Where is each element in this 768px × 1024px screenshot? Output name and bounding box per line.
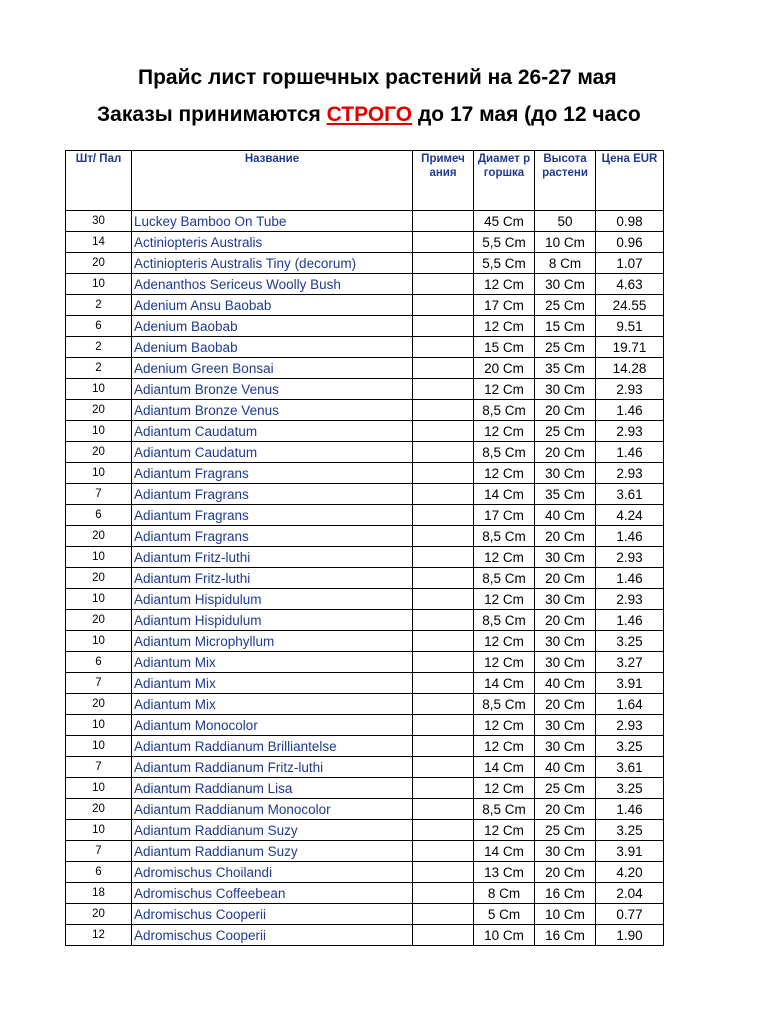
cell-plant-height: 30 Cm	[535, 715, 596, 736]
cell-price: 3.91	[596, 673, 664, 694]
cell-price: 2.93	[596, 463, 664, 484]
cell-pot-diameter: 13 Cm	[474, 862, 535, 883]
cell-price: 2.93	[596, 379, 664, 400]
cell-name: Adiantum Fragrans	[132, 505, 413, 526]
cell-name: Adenanthos Sericeus Woolly Bush	[132, 274, 413, 295]
cell-plant-height: 25 Cm	[535, 337, 596, 358]
cell-price: 3.25	[596, 736, 664, 757]
cell-note	[413, 211, 474, 232]
cell-name: Adromischus Cooperii	[132, 904, 413, 925]
cell-price: 2.93	[596, 547, 664, 568]
cell-name: Adromischus Coffeebean	[132, 883, 413, 904]
table-row	[66, 547, 664, 568]
column-header-qty: Шт/ Пал	[66, 151, 132, 211]
cell-pot-diameter: 5 Cm	[474, 904, 535, 925]
table-row	[66, 883, 664, 904]
cell-price: 0.96	[596, 232, 664, 253]
cell-plant-height: 30 Cm	[535, 841, 596, 862]
cell-name: Adiantum Fritz-luthi	[132, 568, 413, 589]
cell-price: 1.46	[596, 610, 664, 631]
deadline-suffix: до 17 мая (до 12 часо	[412, 103, 641, 126]
cell-plant-height: 10 Cm	[535, 232, 596, 253]
table-header-row	[66, 151, 664, 211]
cell-note	[413, 442, 474, 463]
cell-price: 1.64	[596, 694, 664, 715]
cell-note	[413, 610, 474, 631]
cell-name: Adiantum Raddianum Monocolor	[132, 799, 413, 820]
cell-name: Adiantum Fragrans	[132, 484, 413, 505]
cell-pot-diameter: 12 Cm	[474, 736, 535, 757]
cell-note	[413, 547, 474, 568]
cell-pot-diameter: 20 Cm	[474, 358, 535, 379]
cell-note	[413, 736, 474, 757]
cell-plant-height: 10 Cm	[535, 904, 596, 925]
table-row	[66, 568, 664, 589]
cell-name: Adiantum Bronze Venus	[132, 379, 413, 400]
cell-name: Adiantum Hispidulum	[132, 589, 413, 610]
cell-price: 4.63	[596, 274, 664, 295]
cell-pot-diameter: 15 Cm	[474, 337, 535, 358]
table-row	[66, 736, 664, 757]
cell-name: Adiantum Caudatum	[132, 421, 413, 442]
cell-note	[413, 484, 474, 505]
cell-plant-height: 30 Cm	[535, 589, 596, 610]
cell-plant-height: 30 Cm	[535, 631, 596, 652]
cell-pot-diameter: 12 Cm	[474, 820, 535, 841]
cell-price: 19.71	[596, 337, 664, 358]
cell-name: Adiantum Mix	[132, 673, 413, 694]
cell-qty: 20	[66, 568, 132, 589]
cell-name: Adiantum Hispidulum	[132, 610, 413, 631]
table-row	[66, 694, 664, 715]
cell-name: Adiantum Mix	[132, 694, 413, 715]
cell-pot-diameter: 17 Cm	[474, 505, 535, 526]
table-row	[66, 421, 664, 442]
cell-plant-height: 20 Cm	[535, 799, 596, 820]
table-row	[66, 925, 664, 946]
page-title: Прайс лист горшечных растений на 26-27 мая	[138, 66, 617, 89]
table-row	[66, 589, 664, 610]
cell-qty: 20	[66, 253, 132, 274]
cell-plant-height: 50	[535, 211, 596, 232]
cell-price: 9.51	[596, 316, 664, 337]
cell-note	[413, 337, 474, 358]
cell-qty: 10	[66, 463, 132, 484]
cell-plant-height: 30 Cm	[535, 463, 596, 484]
table-row	[66, 757, 664, 778]
cell-note	[413, 232, 474, 253]
cell-pot-diameter: 10 Cm	[474, 925, 535, 946]
cell-price: 14.28	[596, 358, 664, 379]
cell-name: Luckey Bamboo On Tube	[132, 211, 413, 232]
table-row	[66, 379, 664, 400]
cell-pot-diameter: 12 Cm	[474, 547, 535, 568]
table-row	[66, 904, 664, 925]
cell-name: Adiantum Raddianum Suzy	[132, 841, 413, 862]
cell-qty: 6	[66, 505, 132, 526]
cell-pot-diameter: 12 Cm	[474, 778, 535, 799]
price-table	[65, 150, 664, 946]
cell-name: Adiantum Fragrans	[132, 463, 413, 484]
cell-note	[413, 253, 474, 274]
cell-name: Adiantum Mix	[132, 652, 413, 673]
cell-name: Adromischus Cooperii	[132, 925, 413, 946]
cell-name: Adenium Ansu Baobab	[132, 295, 413, 316]
cell-name: Actiniopteris Australis	[132, 232, 413, 253]
cell-price: 3.61	[596, 484, 664, 505]
cell-qty: 10	[66, 736, 132, 757]
cell-price: 3.91	[596, 841, 664, 862]
cell-qty: 2	[66, 337, 132, 358]
cell-qty: 20	[66, 610, 132, 631]
deadline-emphasis: СТРОГО	[326, 103, 413, 126]
deadline-prefix: Заказы принимаются	[97, 103, 327, 126]
column-header-pot-diameter: Диамет р горшка	[474, 151, 535, 211]
cell-pot-diameter: 14 Cm	[474, 757, 535, 778]
cell-name: Adiantum Raddianum Lisa	[132, 778, 413, 799]
table-row	[66, 715, 664, 736]
cell-pot-diameter: 12 Cm	[474, 715, 535, 736]
cell-qty: 6	[66, 652, 132, 673]
cell-plant-height: 20 Cm	[535, 694, 596, 715]
cell-pot-diameter: 12 Cm	[474, 379, 535, 400]
cell-plant-height: 30 Cm	[535, 652, 596, 673]
cell-plant-height: 30 Cm	[535, 274, 596, 295]
cell-plant-height: 30 Cm	[535, 379, 596, 400]
cell-pot-diameter: 8,5 Cm	[474, 610, 535, 631]
table-row	[66, 316, 664, 337]
cell-price: 3.27	[596, 652, 664, 673]
table-row	[66, 820, 664, 841]
cell-price: 0.77	[596, 904, 664, 925]
cell-plant-height: 30 Cm	[535, 736, 596, 757]
cell-plant-height: 40 Cm	[535, 505, 596, 526]
cell-note	[413, 421, 474, 442]
cell-pot-diameter: 12 Cm	[474, 631, 535, 652]
cell-qty: 10	[66, 421, 132, 442]
cell-note	[413, 694, 474, 715]
cell-qty: 7	[66, 484, 132, 505]
cell-pot-diameter: 8,5 Cm	[474, 568, 535, 589]
cell-qty: 20	[66, 526, 132, 547]
cell-price: 1.46	[596, 568, 664, 589]
table-row	[66, 862, 664, 883]
cell-pot-diameter: 5,5 Cm	[474, 253, 535, 274]
cell-name: Adiantum Raddianum Brilliantelse	[132, 736, 413, 757]
cell-price: 1.46	[596, 400, 664, 421]
cell-plant-height: 25 Cm	[535, 295, 596, 316]
cell-pot-diameter: 8,5 Cm	[474, 526, 535, 547]
cell-price: 3.25	[596, 820, 664, 841]
cell-note	[413, 358, 474, 379]
table-row	[66, 253, 664, 274]
cell-pot-diameter: 8,5 Cm	[474, 400, 535, 421]
cell-note	[413, 568, 474, 589]
cell-qty: 12	[66, 925, 132, 946]
cell-note	[413, 715, 474, 736]
cell-plant-height: 25 Cm	[535, 421, 596, 442]
table-row	[66, 274, 664, 295]
column-header-notes: Примеч ания	[413, 151, 474, 211]
cell-qty: 20	[66, 799, 132, 820]
table-row	[66, 232, 664, 253]
cell-qty: 20	[66, 694, 132, 715]
cell-name: Adiantum Fritz-luthi	[132, 547, 413, 568]
table-row	[66, 337, 664, 358]
table-row	[66, 631, 664, 652]
table-body	[66, 211, 664, 946]
table-row	[66, 295, 664, 316]
cell-name: Adiantum Raddianum Fritz-luthi	[132, 757, 413, 778]
cell-note	[413, 505, 474, 526]
cell-price: 1.07	[596, 253, 664, 274]
cell-pot-diameter: 8 Cm	[474, 883, 535, 904]
cell-pot-diameter: 5,5 Cm	[474, 232, 535, 253]
cell-qty: 20	[66, 442, 132, 463]
cell-qty: 14	[66, 232, 132, 253]
cell-plant-height: 30 Cm	[535, 547, 596, 568]
cell-name: Adiantum Raddianum Suzy	[132, 820, 413, 841]
cell-plant-height: 35 Cm	[535, 484, 596, 505]
cell-name: Adiantum Bronze Venus	[132, 400, 413, 421]
cell-qty: 20	[66, 904, 132, 925]
table-row	[66, 799, 664, 820]
cell-price: 2.93	[596, 715, 664, 736]
cell-plant-height: 20 Cm	[535, 526, 596, 547]
cell-price: 3.25	[596, 631, 664, 652]
cell-name: Adromischus Choilandi	[132, 862, 413, 883]
table-row	[66, 211, 664, 232]
cell-pot-diameter: 12 Cm	[474, 316, 535, 337]
cell-price: 2.93	[596, 421, 664, 442]
cell-note	[413, 841, 474, 862]
column-header-price: Цена EUR	[596, 151, 664, 211]
cell-qty: 6	[66, 862, 132, 883]
cell-name: Adiantum Fragrans	[132, 526, 413, 547]
cell-plant-height: 20 Cm	[535, 610, 596, 631]
cell-pot-diameter: 12 Cm	[474, 421, 535, 442]
cell-pot-diameter: 14 Cm	[474, 484, 535, 505]
cell-pot-diameter: 14 Cm	[474, 673, 535, 694]
column-header-plant-height: Высота растени	[535, 151, 596, 211]
cell-note	[413, 526, 474, 547]
cell-pot-diameter: 14 Cm	[474, 841, 535, 862]
table-row	[66, 778, 664, 799]
cell-plant-height: 20 Cm	[535, 862, 596, 883]
cell-pot-diameter: 12 Cm	[474, 463, 535, 484]
cell-price: 24.55	[596, 295, 664, 316]
cell-pot-diameter: 8,5 Cm	[474, 799, 535, 820]
cell-qty: 2	[66, 358, 132, 379]
cell-plant-height: 40 Cm	[535, 757, 596, 778]
cell-plant-height: 20 Cm	[535, 568, 596, 589]
cell-qty: 6	[66, 316, 132, 337]
cell-price: 3.61	[596, 757, 664, 778]
cell-note	[413, 589, 474, 610]
cell-plant-height: 25 Cm	[535, 820, 596, 841]
cell-note	[413, 652, 474, 673]
cell-plant-height: 25 Cm	[535, 778, 596, 799]
cell-name: Adiantum Monocolor	[132, 715, 413, 736]
cell-qty: 10	[66, 715, 132, 736]
cell-note	[413, 862, 474, 883]
cell-qty: 7	[66, 757, 132, 778]
cell-qty: 18	[66, 883, 132, 904]
cell-price: 2.93	[596, 589, 664, 610]
cell-plant-height: 15 Cm	[535, 316, 596, 337]
cell-pot-diameter: 8,5 Cm	[474, 694, 535, 715]
cell-qty: 10	[66, 778, 132, 799]
cell-price: 1.46	[596, 526, 664, 547]
cell-price: 4.24	[596, 505, 664, 526]
table-row	[66, 526, 664, 547]
cell-note	[413, 673, 474, 694]
cell-name: Adiantum Caudatum	[132, 442, 413, 463]
table-row	[66, 484, 664, 505]
cell-name: Actiniopteris Australis Tiny (decorum)	[132, 253, 413, 274]
cell-pot-diameter: 45 Cm	[474, 211, 535, 232]
cell-name: Adenium Baobab	[132, 337, 413, 358]
cell-pot-diameter: 12 Cm	[474, 652, 535, 673]
cell-plant-height: 16 Cm	[535, 925, 596, 946]
table-row	[66, 400, 664, 421]
cell-note	[413, 904, 474, 925]
cell-qty: 10	[66, 379, 132, 400]
table-row	[66, 463, 664, 484]
cell-plant-height: 8 Cm	[535, 253, 596, 274]
column-header-name: Название	[132, 151, 413, 211]
cell-note	[413, 400, 474, 421]
cell-note	[413, 883, 474, 904]
cell-note	[413, 820, 474, 841]
cell-price: 1.46	[596, 442, 664, 463]
table-row	[66, 442, 664, 463]
table-row	[66, 610, 664, 631]
cell-plant-height: 20 Cm	[535, 442, 596, 463]
cell-note	[413, 463, 474, 484]
cell-price: 0.98	[596, 211, 664, 232]
cell-plant-height: 35 Cm	[535, 358, 596, 379]
cell-price: 4.20	[596, 862, 664, 883]
cell-name: Adiantum Microphyllum	[132, 631, 413, 652]
cell-qty: 10	[66, 631, 132, 652]
table-row	[66, 652, 664, 673]
table-row	[66, 505, 664, 526]
cell-qty: 2	[66, 295, 132, 316]
cell-note	[413, 925, 474, 946]
cell-pot-diameter: 8,5 Cm	[474, 442, 535, 463]
cell-name: Adenium Baobab	[132, 316, 413, 337]
cell-plant-height: 20 Cm	[535, 400, 596, 421]
cell-pot-diameter: 17 Cm	[474, 295, 535, 316]
price-table-container	[65, 150, 664, 946]
cell-qty: 30	[66, 211, 132, 232]
cell-note	[413, 379, 474, 400]
cell-note	[413, 316, 474, 337]
table-row	[66, 358, 664, 379]
cell-qty: 10	[66, 820, 132, 841]
table-row	[66, 673, 664, 694]
cell-price: 2.04	[596, 883, 664, 904]
table-row	[66, 841, 664, 862]
cell-price: 3.25	[596, 778, 664, 799]
cell-price: 1.90	[596, 925, 664, 946]
cell-plant-height: 16 Cm	[535, 883, 596, 904]
cell-note	[413, 778, 474, 799]
cell-note	[413, 295, 474, 316]
cell-note	[413, 274, 474, 295]
cell-qty: 20	[66, 400, 132, 421]
order-deadline-notice	[97, 103, 641, 127]
cell-qty: 7	[66, 673, 132, 694]
cell-qty: 10	[66, 547, 132, 568]
cell-name: Adenium Green Bonsai	[132, 358, 413, 379]
cell-qty: 10	[66, 589, 132, 610]
cell-qty: 10	[66, 274, 132, 295]
cell-note	[413, 631, 474, 652]
cell-pot-diameter: 12 Cm	[474, 274, 535, 295]
cell-note	[413, 757, 474, 778]
cell-note	[413, 799, 474, 820]
cell-pot-diameter: 12 Cm	[474, 589, 535, 610]
cell-plant-height: 40 Cm	[535, 673, 596, 694]
cell-price: 1.46	[596, 799, 664, 820]
cell-qty: 7	[66, 841, 132, 862]
